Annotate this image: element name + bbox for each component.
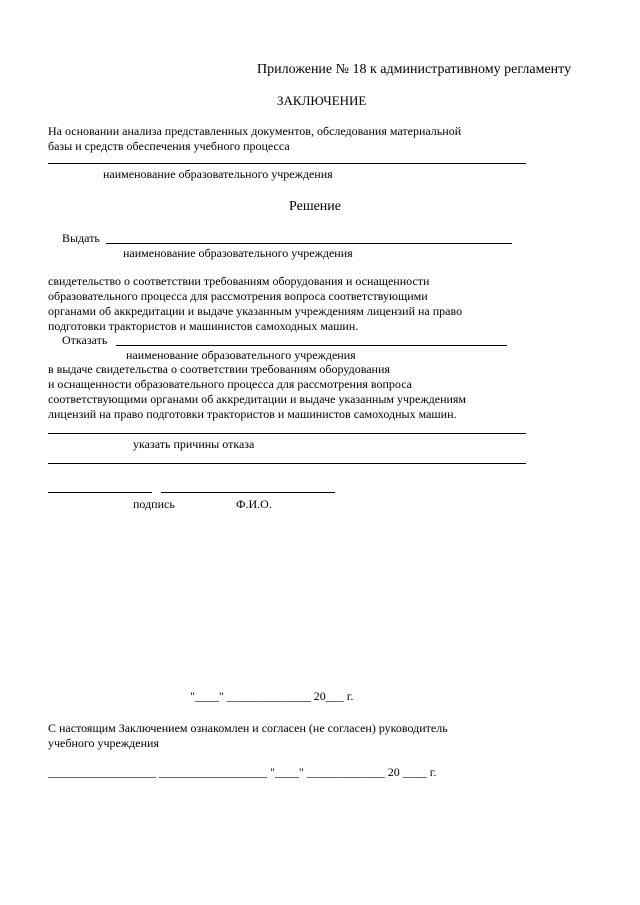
signature-caption: подпись xyxy=(133,497,175,511)
issue-label: Выдать xyxy=(62,231,100,245)
refuse-institution-blank-line[interactable] xyxy=(116,345,507,346)
acknowledgement-line-2: учебного учреждения xyxy=(48,736,159,750)
signature-blank-line[interactable] xyxy=(48,492,152,493)
basis-text-line-1: На основании анализа представленных документов, обследования материальной xyxy=(48,124,462,138)
acknowledgement-signature-date-line[interactable]: __________________ __________________ "____" _____________ 20 ____ г. xyxy=(48,765,437,779)
fio-blank-line[interactable] xyxy=(161,492,335,493)
refuse-text-line-1: в выдаче свидетельства о соответствии требованиям оборудования xyxy=(48,362,390,376)
refuse-text-line-2: и оснащенности образовательного процесса для рассмотрения вопроса xyxy=(48,377,413,391)
refuse-text-line-3: соответствующими органами об аккредитации и выдаче указанным учреждениям xyxy=(48,392,467,406)
document-title: ЗАКЛЮЧЕНИЕ xyxy=(277,93,367,108)
issue-text-line-4: подготовки трактористов и машинистов самоходных машин. xyxy=(48,319,359,333)
refuse-text-line-4: лицензий на право подготовки трактористов и машинистов самоходных машин. xyxy=(48,407,457,421)
issue-text-line-1: свидетельство о соответствии требованиям оборудования и оснащенности xyxy=(48,274,430,288)
appendix-note: Приложение № 18 к административному регламенту xyxy=(257,62,572,77)
issue-text-line-2: образовательного процесса для рассмотрения вопроса соответствующими xyxy=(48,289,428,303)
decision-heading: Решение xyxy=(289,199,342,214)
issue-institution-blank-line[interactable] xyxy=(106,243,512,244)
basis-text-line-2: базы и средств обеспечения учебного процесса xyxy=(48,139,290,153)
institution-blank-line-1[interactable] xyxy=(48,163,526,164)
date-line[interactable]: "____" ______________ 20___ г. xyxy=(190,689,354,703)
reasons-caption: указать причины отказа xyxy=(133,437,255,451)
institution-caption-3: наименование образовательного учреждения xyxy=(126,348,356,362)
refuse-label: Отказать xyxy=(62,333,108,347)
reasons-blank-line-2[interactable] xyxy=(48,463,526,464)
institution-caption-1: наименование образовательного учреждения xyxy=(103,167,333,181)
fio-caption: Ф.И.О. xyxy=(236,497,272,511)
reasons-blank-line-1[interactable] xyxy=(48,433,526,434)
issue-text-line-3: органами об аккредитации и выдаче указанным учреждениям лицензий на право xyxy=(48,304,463,318)
acknowledgement-line-1: С настоящим Заключением ознакомлен и согласен (не согласен) руководитель xyxy=(48,721,448,735)
institution-caption-2: наименование образовательного учреждения xyxy=(123,246,353,260)
